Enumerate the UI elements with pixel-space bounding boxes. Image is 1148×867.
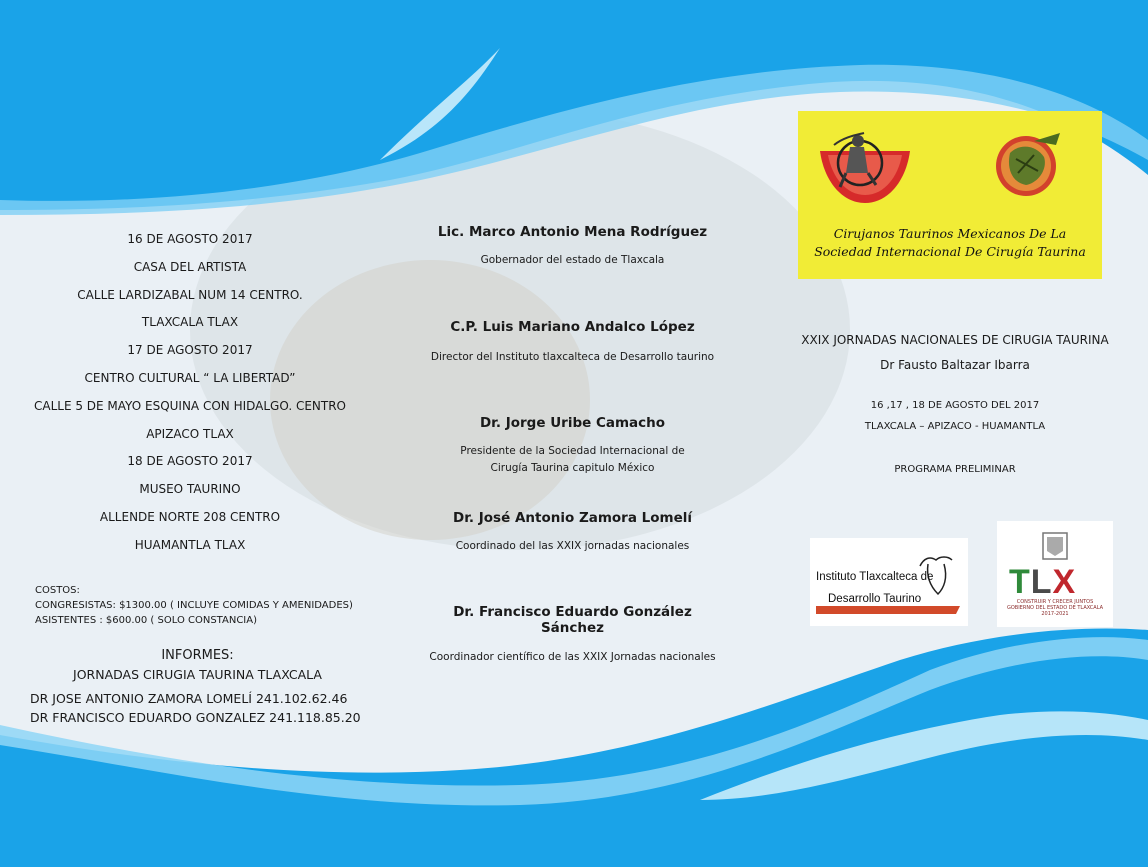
person-name: Dr. Francisco Eduardo González Sánchez [453,604,692,636]
event-program: PROGRAMA PRELIMINAR [894,464,1016,475]
person-name: Dr. José Antonio Zamora Lomelí [452,510,693,526]
society-logo [798,111,1102,279]
venue-line: CASA DEL ARTISTA [133,259,247,274]
informes-section [30,648,375,725]
venue-line: HUAMANTLA TLAX [134,537,246,552]
venue-line: MUSEO TAURINO [139,482,241,497]
itt-name-line: Desarrollo Taurino [828,593,922,605]
venue-list [20,229,360,563]
person-name: Dr. Jorge Uribe Camacho [479,415,666,431]
contact-line: DR JOSE ANTONIO ZAMORA LOMELÍ 241.102.62.46 [30,691,348,706]
person-role: Director del Instituto tlaxcalteca de Desarrollo taurino [430,351,715,363]
venue-line: CALLE 5 DE MAYO ESQUINA CON HIDALGO. CENTRO [33,398,346,413]
contact-line: DR FRANCISCO EDUARDO GONZALEZ 241.118.85.20 [30,710,361,725]
society-name [798,225,1102,261]
costs-congresistas: CONGRESISTAS: $1300.00 ( INCLUYE COMIDAS Y AMENIDADES) [35,600,353,611]
tlx-tagline-line: CONSTRUIR Y CRECER JUNTOS [1016,599,1094,605]
person-role: Presidente de la Sociedad Internacional de Cirugía Taurina capitulo México [460,445,685,474]
person-block [420,604,725,666]
person-block [420,510,725,555]
event-dates: 16 ,17 , 18 DE AGOSTO DEL 2017 [870,400,1040,411]
venue-line: CALLE LARDIZABAL NUM 14 CENTRO. [77,287,303,302]
person-block [420,415,725,477]
costs-section [35,583,375,628]
itt-name [816,566,933,610]
tlx-wordmark [1009,563,1076,602]
society-name-line: Sociedad Internacional De Cirugía Taurina [814,244,1086,259]
venue-line: 17 DE AGOSTO 2017 [127,343,253,358]
informes-title: INFORMES: [161,648,234,663]
tlx-logo [997,521,1113,627]
venue-line: ALLENDE NORTE 208 CENTRO [99,509,281,524]
person-role: Coordinado del las XXIX jornadas nacionales [455,540,690,552]
event-places: TLAXCALA – APIZACO - HUAMANTLA [864,421,1046,432]
person-name: C.P. Luis Mariano Andalco López [450,319,695,335]
event-chair: Dr Fausto Baltazar Ibarra [880,358,1030,372]
society-name-line: Cirujanos Taurinos Mexicanos De La [833,226,1067,241]
event-title: XXIX JORNADAS NACIONALES DE CIRUGIA TAURINA [801,333,1109,347]
costs-title: COSTOS: [35,585,80,596]
tlx-wordmark-text: TLX [1009,563,1077,601]
person-name: Lic. Marco Antonio Mena Rodríguez [437,224,708,240]
person-block [420,319,725,366]
venue-line: TLAXCALA TLAX [141,315,239,330]
venue-line: 18 DE AGOSTO 2017 [127,454,253,469]
bullfighter-emblem-icon [798,111,1102,221]
person-role: Coordinador científico de las XXIX Jornadas nacionales [429,651,716,663]
informes-subtitle: JORNADAS CIRUGIA TAURINA TLAXCALA [73,667,322,682]
tlx-sub-line: GOBIERNO DEL ESTADO DE TLAXCALA 2017-2021 [1006,605,1104,617]
itt-logo [810,538,968,626]
itt-name-line: Instituto Tlaxcalteca de [816,571,934,583]
costs-asistentes: ASISTENTES : $600.00 ( SOLO CONSTANCIA) [35,615,257,626]
venue-line: APIZACO TLAX [146,426,234,441]
tlx-tagline [1003,599,1107,617]
person-role: Gobernador del estado de Tlaxcala [480,254,665,266]
person-block [420,224,725,269]
venue-line: CENTRO CULTURAL “ LA LIBERTAD” [84,370,296,385]
venue-line: 16 DE AGOSTO 2017 [127,232,253,246]
